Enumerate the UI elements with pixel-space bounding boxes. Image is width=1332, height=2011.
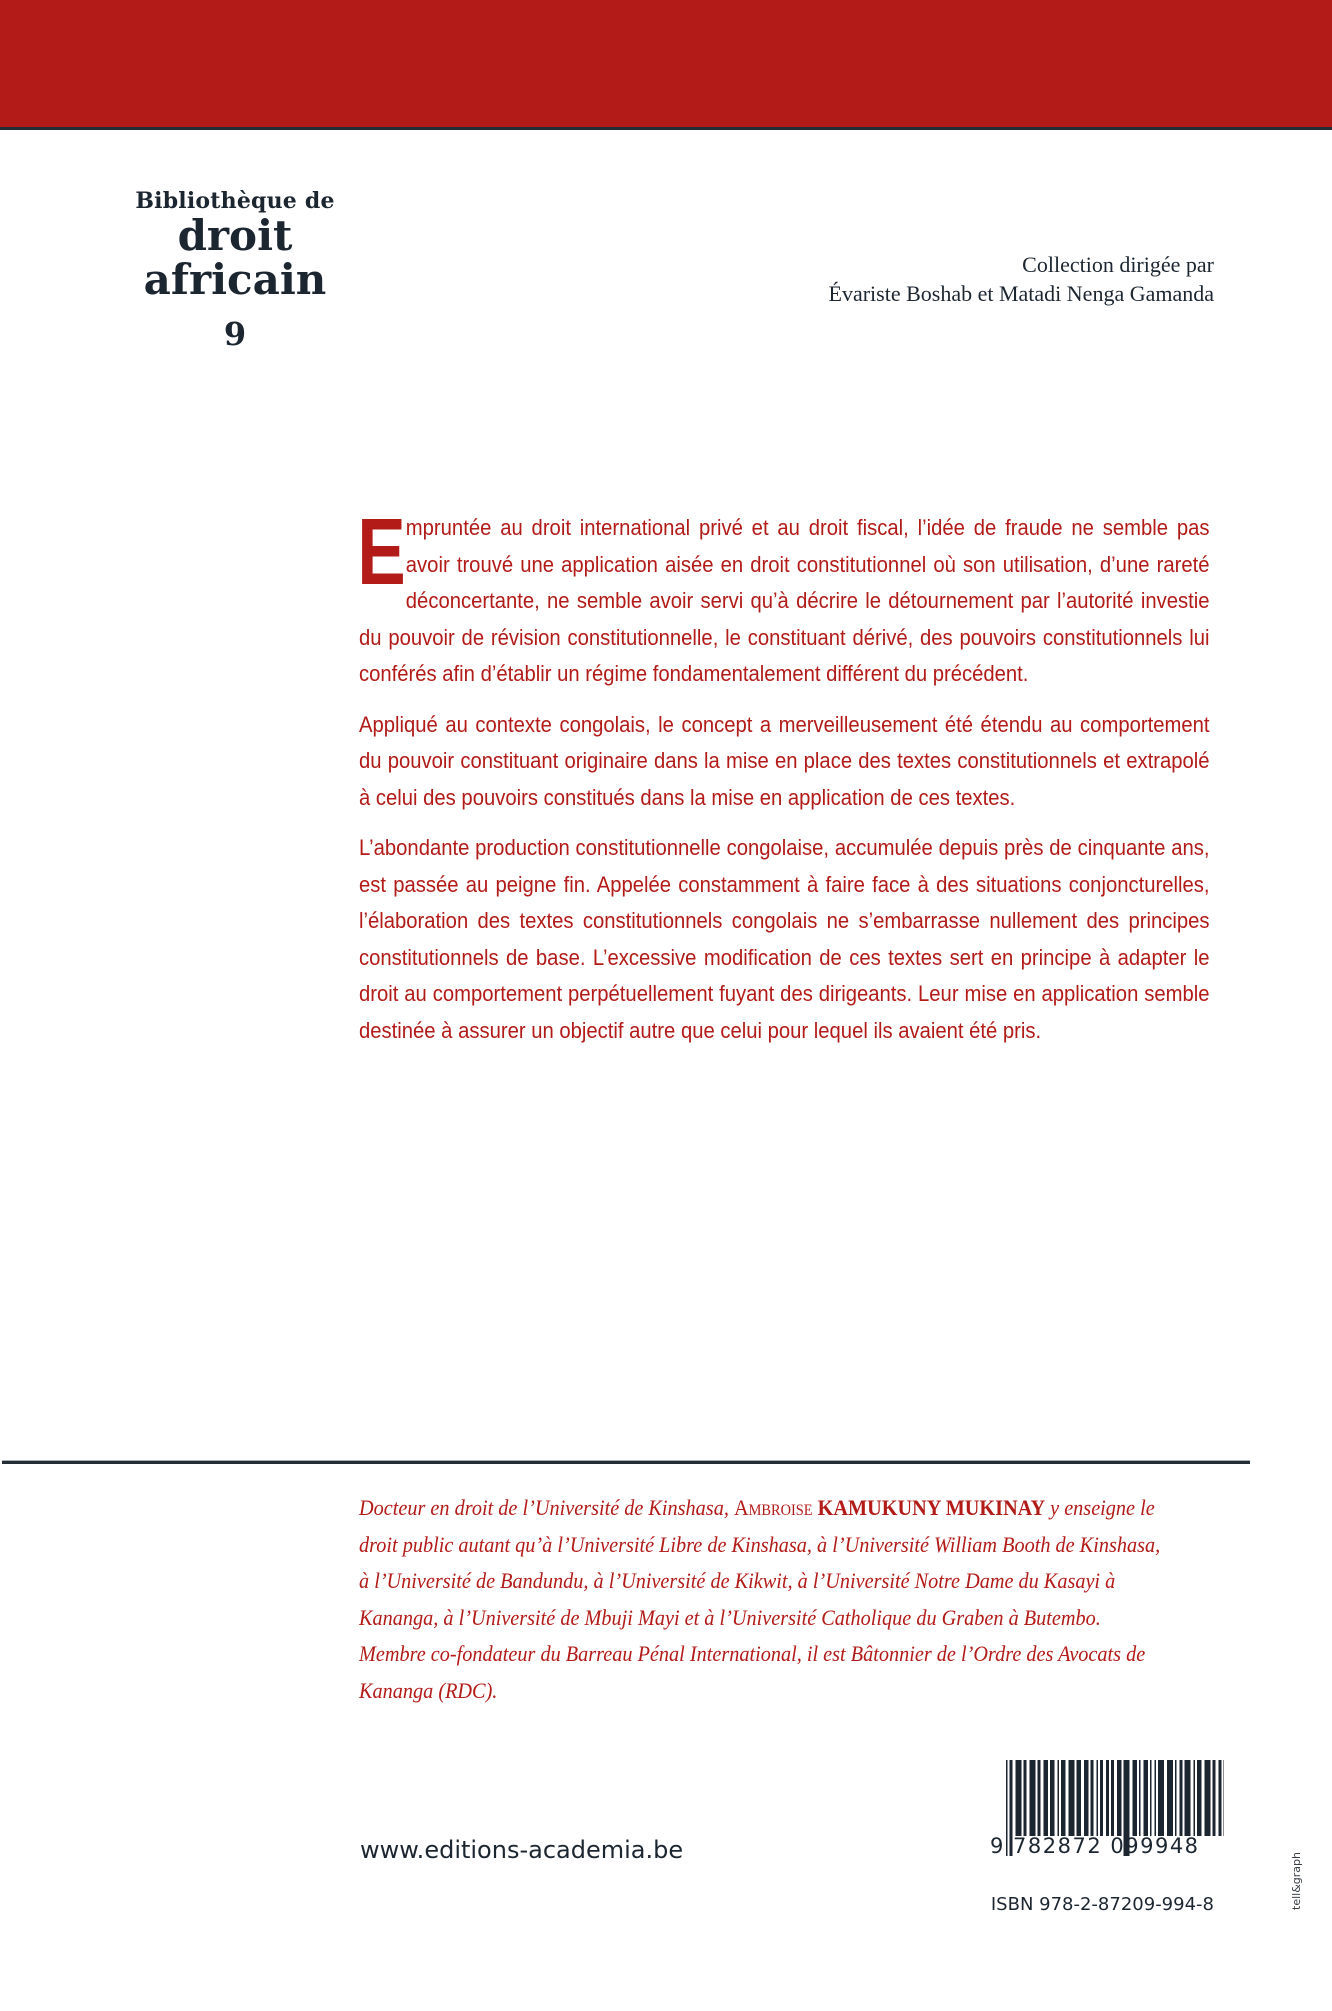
series-pre-title: Bibliothèque de (135, 188, 335, 214)
barcode-bar (1030, 1760, 1036, 1836)
series-logo (130, 188, 340, 352)
author-first-name: Ambroise (733, 1495, 813, 1520)
barcode-bar (1175, 1760, 1177, 1836)
barcode-bar (1038, 1760, 1041, 1836)
barcode-bar (1044, 1760, 1049, 1836)
barcode-bar (1084, 1760, 1089, 1836)
barcode-bar (1077, 1760, 1082, 1836)
series-title-line-1: droit (177, 211, 293, 260)
barcode-bar (1158, 1760, 1164, 1836)
blurb-paragraph: Appliqué au contexte congolais, le concept a merveilleusement été étendu au comportement du pouvoir constituant originaire dans la mise en place des textes constitutionnels et extrapolé à celui des pouvoirs constitués dans la mise en application de ces textes. (359, 711, 1210, 810)
barcode-bar (1150, 1760, 1152, 1836)
barcode-bar (1050, 1760, 1055, 1836)
barcode-bar (1091, 1760, 1094, 1836)
printer-credit: tell&graph (1290, 1852, 1303, 1910)
bio-text: y enseigne le droit public autant qu’à l’Université Libre de Kinshasa, à l’Université William Booth de Kinshasa, à l’Université de Bandundu, à l’Université de Kikwit, à l’Université Notre Dame du Kasayi à Kananga, à l’Université de Mbuji Mayi et à l’Université Catholique du Graben à Butembo. Membre co-fondateur du Barreau Pénal International, il est Bâtonnier de l’Ordre des Avocats de Kananga (RDC). (359, 1495, 1161, 1703)
barcode-bar (1061, 1760, 1066, 1836)
barcode-bar (1197, 1760, 1202, 1836)
barcode-bar (1185, 1760, 1191, 1836)
barcode-bar (1106, 1760, 1109, 1836)
drop-cap: E (357, 499, 406, 605)
barcode-bar (1111, 1760, 1114, 1836)
barcode-bar (1219, 1760, 1222, 1836)
barcode-bar (1016, 1760, 1022, 1836)
barcode-bar (1194, 1760, 1196, 1836)
series-volume-number: 9 (223, 315, 247, 353)
blurb-paragraph-text: mpruntée au droit international privé et au droit fiscal, l’idée de fraude ne semble pas avoir trouvé une application aisée en droit constitutionnel où son utilisation, d’une rareté déconcertante, ne semble avoir servi qu’à décrire le détournement par l’autorité investie du pouvoir de révision constitutionnelle, le constituant dérivé, des pouvoirs constitutionnels lui conférés afin d’établir un régime fondamentalement différent du précédent. (359, 515, 1210, 686)
back-cover-blurb (357, 499, 1210, 1063)
author-last-name: KAMUKUNY MUKINAY (817, 1495, 1046, 1520)
barcode-bar (1058, 1760, 1060, 1836)
top-color-band (0, 0, 1332, 130)
barcode-bar (1100, 1760, 1103, 1836)
barcode-bar (1205, 1760, 1211, 1836)
blurb-paragraph (357, 499, 1210, 693)
blurb-paragraph: L’abondante production constitutionnelle congolaise, accumulée depuis près de cinquante ans, est passée au peigne fin. Appelée constamment à faire face à des situations conjoncturelles, l’élaboration des textes constitutionnels congolais ne s’embarrasse nullement des principes constitutionnels de base. L’excessive modification de ces textes sert en principe à adapter le droit au comportement perpétuellement fuyant des dirigeants. Leur mise en application semble destinée à assurer un objectif autre que celui pour lequel ils avaient été pris. (359, 835, 1210, 1043)
barcode-bar (1224, 1760, 1225, 1836)
isbn-number: ISBN 978-2-87209-994-8 (990, 1894, 1214, 1915)
bio-intro: Docteur en droit de l’Université de Kinshasa, (359, 1495, 734, 1520)
barcode-bar (1139, 1760, 1141, 1836)
barcode-bar (1133, 1760, 1138, 1836)
series-title-line-2: africain (143, 255, 327, 304)
collection-label: Collection dirigée par (1022, 252, 1214, 277)
barcode-digits: 9 782872 099948 (990, 1834, 1200, 1858)
collection-editor-names: Évariste Boshab et Matadi Nenga Gamanda (828, 281, 1214, 306)
barcode-bar (1024, 1760, 1027, 1836)
barcode-bar (1155, 1760, 1157, 1836)
barcode-bar (1180, 1760, 1183, 1836)
barcode-bar (1167, 1760, 1173, 1836)
barcode-bar (1069, 1760, 1075, 1836)
barcode-bar (1213, 1760, 1216, 1836)
barcode-bar (1117, 1760, 1122, 1836)
barcode-bar (1097, 1760, 1099, 1836)
barcode-bar (1144, 1760, 1149, 1836)
section-divider (2, 1461, 1250, 1464)
author-bio (359, 1490, 1169, 1709)
collection-editors (829, 250, 1214, 308)
publisher-website[interactable]: www.editions-academia.be (360, 1836, 684, 1864)
